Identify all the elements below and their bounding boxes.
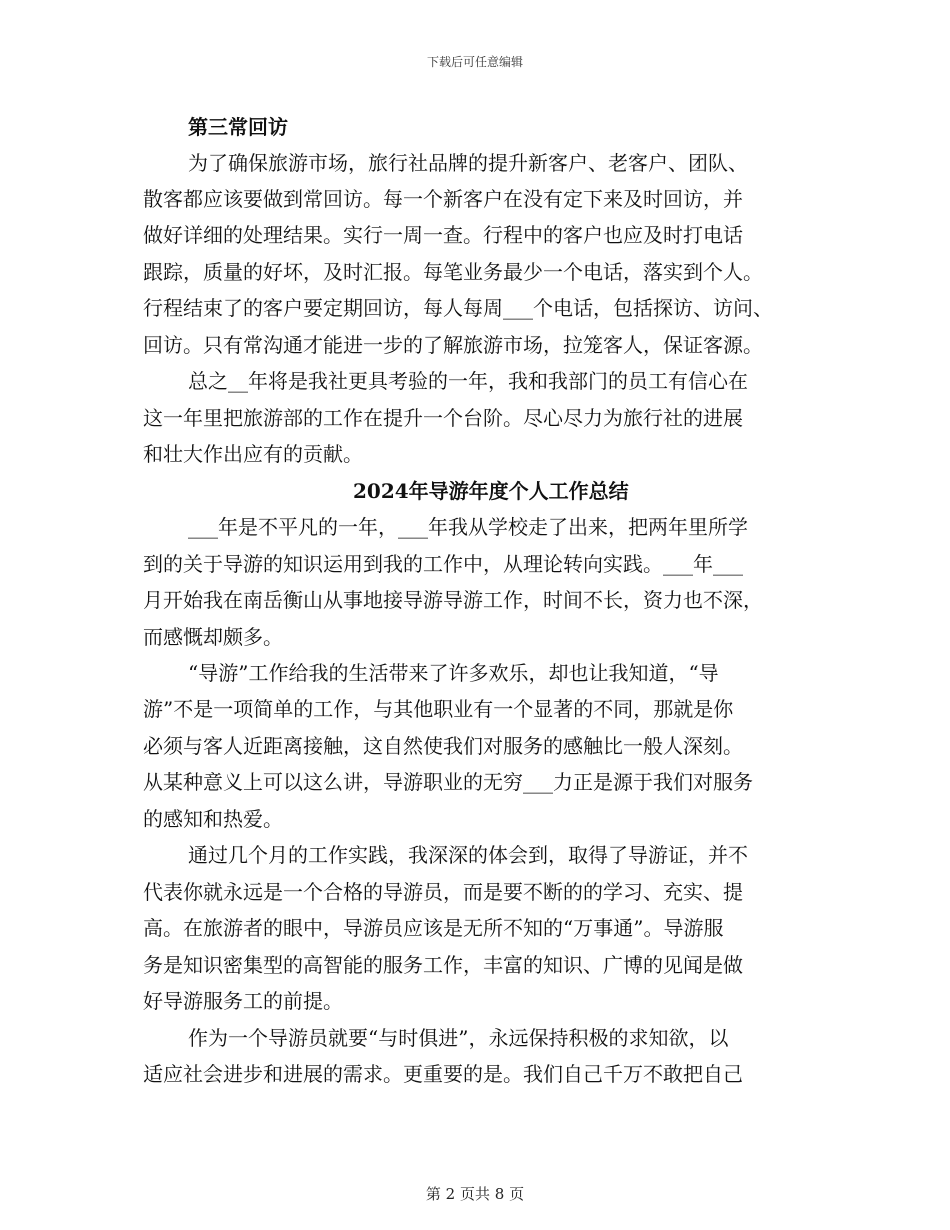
paragraph-line: 作为一个导游员就要“与时俱进”，永远保持积极的求知欲，以: [188, 1026, 729, 1050]
paragraph-line: 而感慨却颇多。: [143, 625, 283, 649]
paragraph-line: 的感知和热爱。: [143, 807, 283, 831]
paragraph-line: 好导游服务工的前提。: [143, 989, 343, 1013]
paragraph-line: 到的关于导游的知识运用到我的工作中，从理论转向实践。___年___: [143, 552, 743, 576]
page-footer: 第 2 页共 8 页: [425, 1185, 525, 1203]
section-heading-revisit: 第三常回访: [188, 115, 288, 139]
paragraph-line: 散客都应该要做到常回访。每一个新客户在没有定下来及时回访，并: [143, 187, 743, 211]
paragraph-line: 跟踪，质量的好坏，及时汇报。每笔业务最少一个电话，落实到个人。: [143, 260, 763, 284]
paragraph-line: 通过几个月的工作实践，我深深的体会到，取得了导游证，并不: [188, 843, 748, 867]
paragraph-line: 回访。只有常沟通才能进一步的了解旅游市场，拉笼客人，保证客源。: [143, 333, 763, 357]
paragraph-line: 代表你就永远是一个合格的导游员，而是要不断的的学习、充实、提: [143, 880, 743, 904]
paragraph-line: 适应社会进步和进展的需求。更重要的是。我们自己千万不敢把自己: [143, 1062, 743, 1086]
paragraph-line: 从某种意义上可以这么讲，导游职业的无穷___力正是源于我们对服务: [143, 770, 753, 794]
paragraph-line: 行程结束了的客户要定期回访，每人每周___个电话，包括探访、访问、: [143, 296, 773, 320]
paragraph-line: 游”不是一项简单的工作，与其他职业有一个显著的不同，那就是你: [143, 697, 734, 721]
paragraph-line: 务是知识密集型的高智能的服务工作，丰富的知识、广博的见闻是做: [143, 953, 743, 977]
paragraph-line: “导游”工作给我的生活带来了许多欢乐，却也让我知道，“导: [188, 661, 719, 685]
paragraph-line: 这一年里把旅游部的工作在提升一个台阶。尽心尽力为旅行社的进展: [143, 406, 743, 430]
paragraph-line: 总之__年将是我社更具考验的一年，我和我部门的员工有信心在: [188, 369, 748, 393]
paragraph-line: ___年是不平凡的一年，___年我从学校走了出来，把两年里所学: [188, 515, 748, 539]
page-header: 下载后可任意编辑: [426, 55, 523, 69]
paragraph-line: 必须与客人近距离接触，这自然使我们对服务的感触比一般人深刻。: [143, 734, 743, 758]
paragraph-line: 高。在旅游者的眼中，导游员应该是无所不知的“万事通”。导游服: [143, 916, 724, 940]
document-title: 2024年导游年度个人工作总结: [353, 479, 629, 503]
paragraph-line: 和壮大作出应有的贡献。: [143, 442, 363, 466]
paragraph-line: 做好详细的处理结果。实行一周一查。行程中的客户也应及时打电话: [143, 223, 743, 247]
paragraph-line: 月开始我在南岳衡山从事地接导游导游工作，时间不长，资力也不深，: [143, 588, 763, 612]
paragraph-line: 为了确保旅游市场，旅行社品牌的提升新客户、老客户、团队、: [188, 151, 748, 175]
